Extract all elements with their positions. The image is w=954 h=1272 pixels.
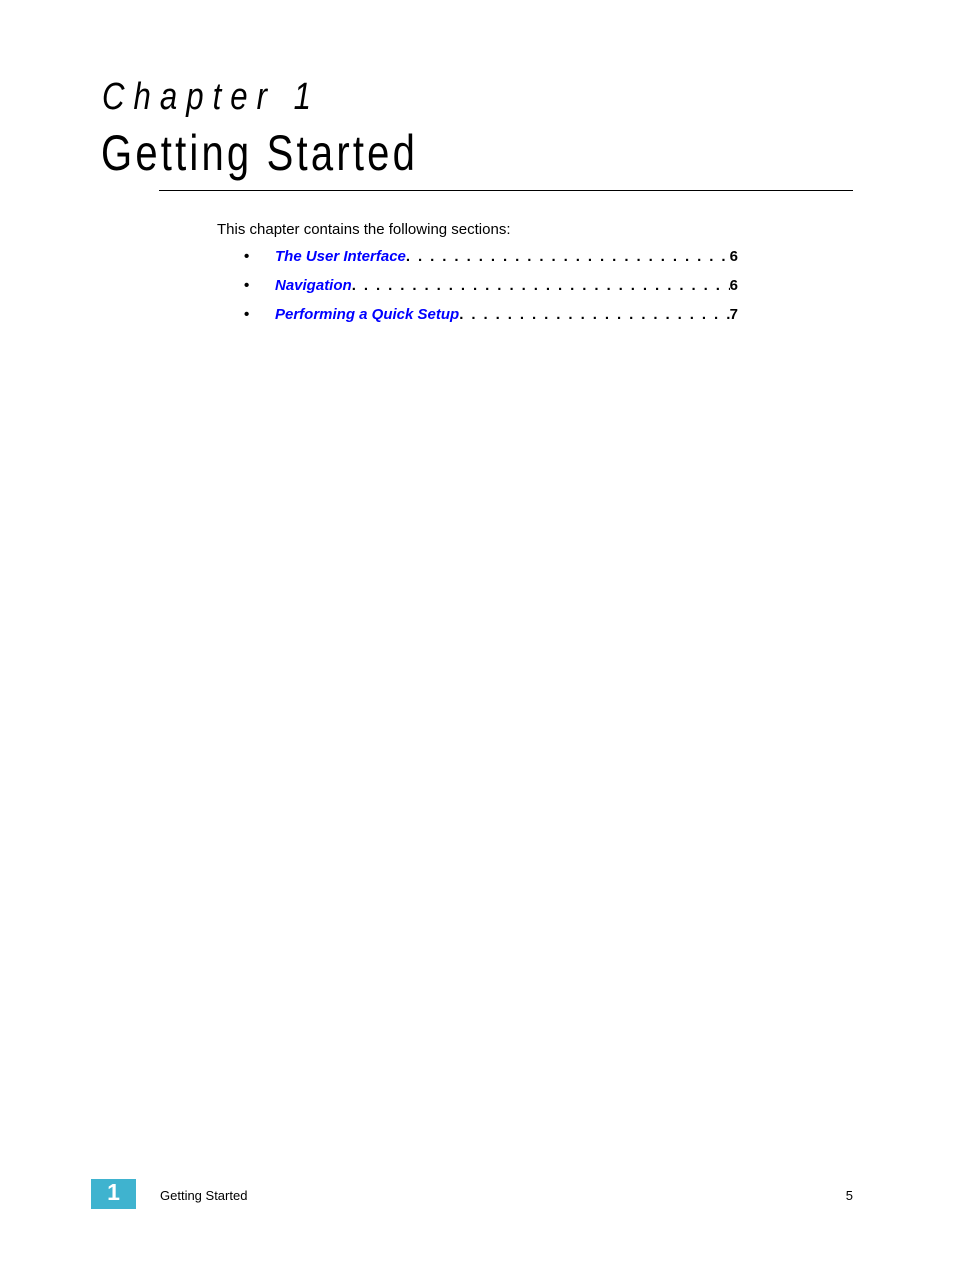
page-number: 5 (845, 1188, 853, 1203)
dot-leader (352, 277, 730, 294)
toc-list (244, 248, 738, 335)
chapter-label: Chapter 1 (102, 76, 321, 118)
toc-item (244, 248, 738, 277)
intro-text: This chapter contains the following sections: (217, 221, 511, 238)
toc-link-quick-setup[interactable]: Performing a Quick Setup (275, 306, 460, 323)
toc-link-user-interface[interactable]: The User Interface (275, 248, 406, 265)
chapter-title: Getting Started (101, 125, 419, 181)
dot-leader (406, 248, 730, 265)
toc-page-number: 6 (729, 277, 738, 294)
toc-page-number: 7 (729, 306, 738, 323)
bullet: • (244, 248, 250, 265)
toc-page-number: 6 (729, 248, 738, 265)
bullet: • (244, 306, 250, 323)
title-divider (159, 190, 853, 191)
dot-leader (459, 306, 729, 323)
toc-item (244, 277, 738, 306)
footer-title: Getting Started (160, 1188, 248, 1203)
bullet: • (244, 277, 250, 294)
chapter-number-tab: 1 (91, 1179, 136, 1209)
toc-link-navigation[interactable]: Navigation (275, 277, 352, 294)
toc-item (244, 306, 738, 335)
